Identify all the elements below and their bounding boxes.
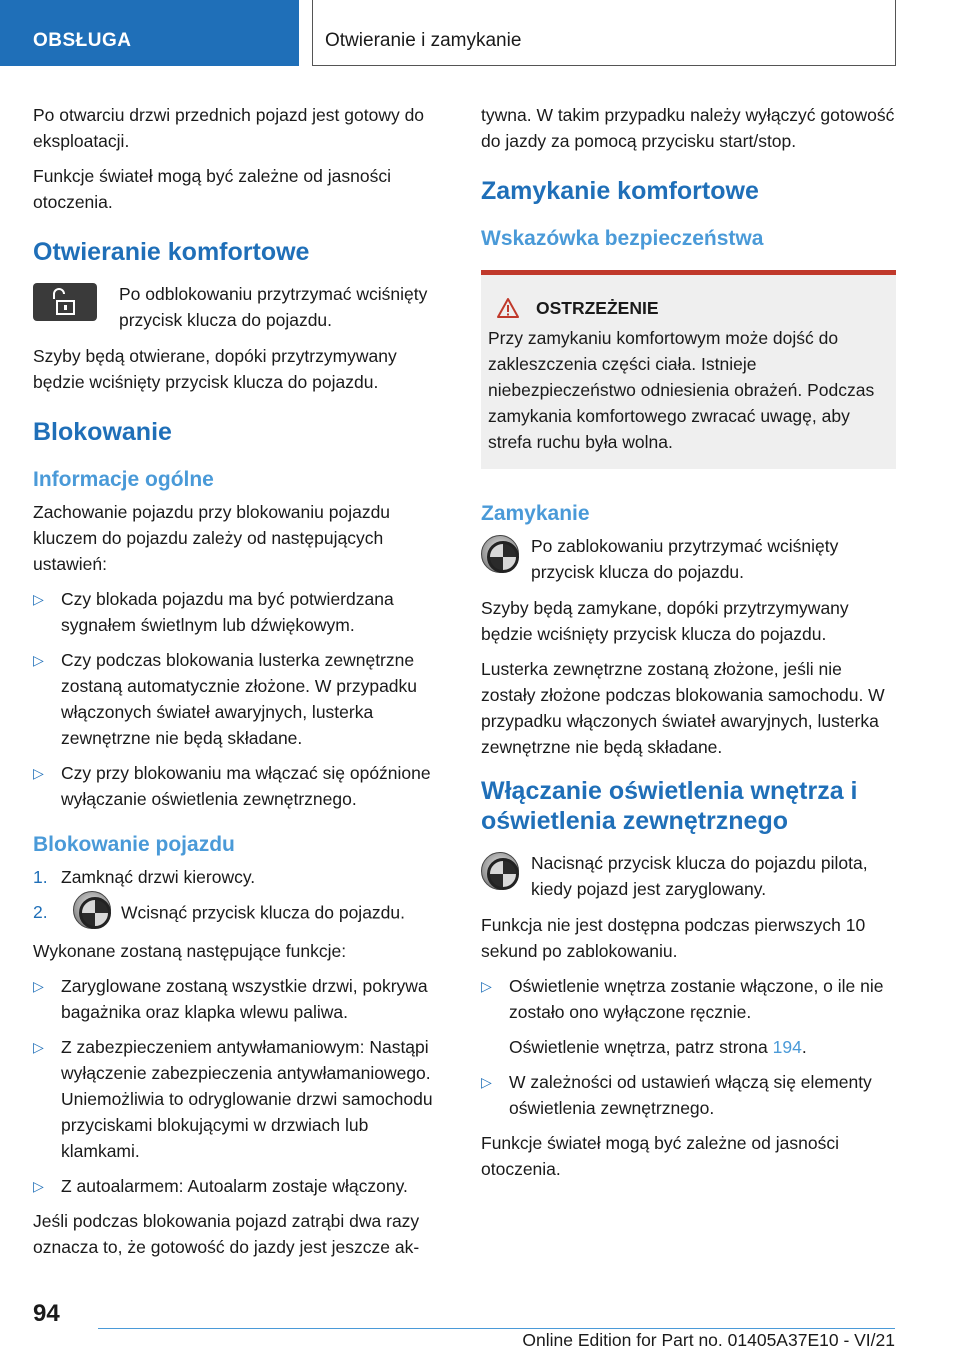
comfort-open-instruction <box>33 281 448 333</box>
paragraph: tywna. W takim przypadku należy wyłączyć gotowość do jazdy za pomocą przycisku start/stop. <box>481 105 895 151</box>
paragraph: Funkcje świateł mogą być zależne od jasności otoczenia. <box>33 166 391 212</box>
triangle-bullet-icon: ▷ <box>481 978 492 994</box>
functions-list <box>33 973 448 1199</box>
paragraph: Po otwarciu drzwi przednich pojazd jest gotowy do eksploatacji. <box>33 105 425 151</box>
warning-text: Przy zamykaniu komfortowym może dojść do zakleszczenia części ciała. Istnieje niebezpieczeństwo odniesienia obrażeń. Podczas zamykania komfortowego zwracać uwagę, aby strefa ruchu była wolna. <box>488 328 875 452</box>
lights-list <box>481 973 896 1121</box>
paragraph: Jeśli podczas blokowania pojazd zatrąbi dwa razy oznacza to, że gotowość do jazdy jest jeszcze ak- <box>33 1211 420 1257</box>
left-column <box>33 102 448 1269</box>
triangle-bullet-icon: ▷ <box>33 978 44 994</box>
edition-info: Online Edition for Part no. 01405A37E10 - VI/21 <box>522 1330 895 1350</box>
right-column <box>481 102 896 1191</box>
list-item: ▷ Czy podczas blokowania lusterka zewnętrzne zostaną automatycznie złożone. W przypadku włączonych świateł awaryjnych, lusterka zewnętrzne nie będą składane. <box>33 647 448 751</box>
closing-instruction <box>481 533 896 585</box>
list-item: ▷ Czy blokada pojazdu ma być potwierdzana sygnałem świetlnym lub dźwiękowym. <box>33 586 448 638</box>
paragraph: Szyby będą zamykane, dopóki przytrzymywany będzie wciśnięty przycisk klucza do pojazdu. <box>481 598 849 644</box>
key-button-icon <box>481 852 519 890</box>
page-header <box>0 0 960 66</box>
step-item: 1. Zamknąć drzwi kierowcy. <box>33 867 256 887</box>
paragraph: Szyby będą otwierane, dopóki przytrzymywany będzie wciśnięty przycisk klucza do pojazdu. <box>33 346 397 392</box>
instruction-text: Po zablokowaniu przytrzymać wciśnięty przycisk klucza do pojazdu. <box>531 536 839 582</box>
instruction-text: Nacisnąć przycisk klucza do pojazdu pilota, kiedy pojazd jest zaryglowany. <box>531 853 868 899</box>
list-item: ▷ W zależności od ustawień włączą się elementy oświetlenia zewnętrznego. <box>481 1069 896 1121</box>
triangle-bullet-icon: ▷ <box>33 591 44 607</box>
paragraph: Wykonane zostaną następujące funkcje: <box>33 941 347 961</box>
triangle-bullet-icon: ▷ <box>33 1039 44 1055</box>
heading-comfort-closing: Zamykanie komfortowe <box>481 177 759 205</box>
heading-general-info: Informacje ogólne <box>33 468 214 491</box>
heading-lights: Włączanie oświetlenia wnętrza i oświetlenia zewnętrznego <box>481 777 858 835</box>
unlock-button-icon <box>33 283 97 321</box>
paragraph: Zachowanie pojazdu przy blokowaniu pojazdu kluczem do pojazdu zależy od następujących ustawień: <box>33 502 391 574</box>
key-button-icon <box>481 535 519 573</box>
list-item: ▷ Oświetlenie wnętrza zostanie włączone, o ile nie zostało ono wyłączone ręcznie. Oświetlenie wnętrza, patrz strona 194. <box>481 973 896 1060</box>
list-item: ▷ Z zabezpieczeniem antywłamaniowym: Nastąpi wyłączenie zabezpieczenia antywłamaniowego. Uniemożliwia to odryglowanie drzwi samochodu przyciskami blokującymi w drzwiach lub klamkami. <box>33 1034 448 1164</box>
warning-header <box>488 297 888 319</box>
instruction-text: Po odblokowaniu przytrzymać wciśnięty przycisk klucza do pojazdu. <box>119 284 428 330</box>
step-item: 2. Wcisnąć przycisk klucza do pojazdu. <box>33 899 448 929</box>
chapter-title: Otwieranie i zamykanie <box>312 0 896 66</box>
paragraph: Funkcja nie jest dostępna podczas pierwszych 10 sekund po zablokowaniu. <box>481 915 866 961</box>
steps-list <box>33 864 448 929</box>
triangle-bullet-icon: ▷ <box>33 1178 44 1194</box>
list-item: ▷ Z autoalarmem: Autoalarm zostaje włączony. <box>33 1173 448 1199</box>
heading-locking: Blokowanie <box>33 418 172 446</box>
list-item: ▷ Zaryglowane zostaną wszystkie drzwi, pokrywa bagażnika oraz klapka wlewu paliwa. <box>33 973 448 1025</box>
paragraph: Funkcje świateł mogą być zależne od jasności otoczenia. <box>481 1133 839 1179</box>
footer-divider <box>98 1328 895 1329</box>
heading-comfort-opening: Otwieranie komfortowe <box>33 238 310 266</box>
section-tab: OBSŁUGA <box>0 0 299 66</box>
paragraph: Lusterka zewnętrzne zostaną złożone, jeśli nie zostały złożone podczas blokowania samochodu. W przypadku włączonych świateł awaryjnych, lusterka zewnętrzne nie będą składane. <box>481 659 885 757</box>
warning-title: OSTRZEŻENIE <box>536 297 659 318</box>
heading-closing: Zamykanie <box>481 502 590 525</box>
page-link[interactable]: 194 <box>772 1037 802 1057</box>
warning-triangle-icon <box>496 297 520 319</box>
triangle-bullet-icon: ▷ <box>33 765 44 781</box>
key-button-icon <box>73 891 111 929</box>
lights-instruction <box>481 850 896 902</box>
warning-box <box>481 270 896 469</box>
triangle-bullet-icon: ▷ <box>481 1074 492 1090</box>
heading-lock-vehicle: Blokowanie pojazdu <box>33 833 235 856</box>
settings-list <box>33 586 448 812</box>
cross-reference: Oświetlenie wnętrza, patrz strona 194. <box>509 1037 807 1057</box>
page-number: 94 <box>33 1300 60 1327</box>
list-item: ▷ Czy przy blokowaniu ma włączać się opóźnione wyłączanie oświetlenia zewnętrznego. <box>33 760 448 812</box>
heading-safety-note: Wskazówka bezpieczeństwa <box>481 227 764 250</box>
triangle-bullet-icon: ▷ <box>33 652 44 668</box>
